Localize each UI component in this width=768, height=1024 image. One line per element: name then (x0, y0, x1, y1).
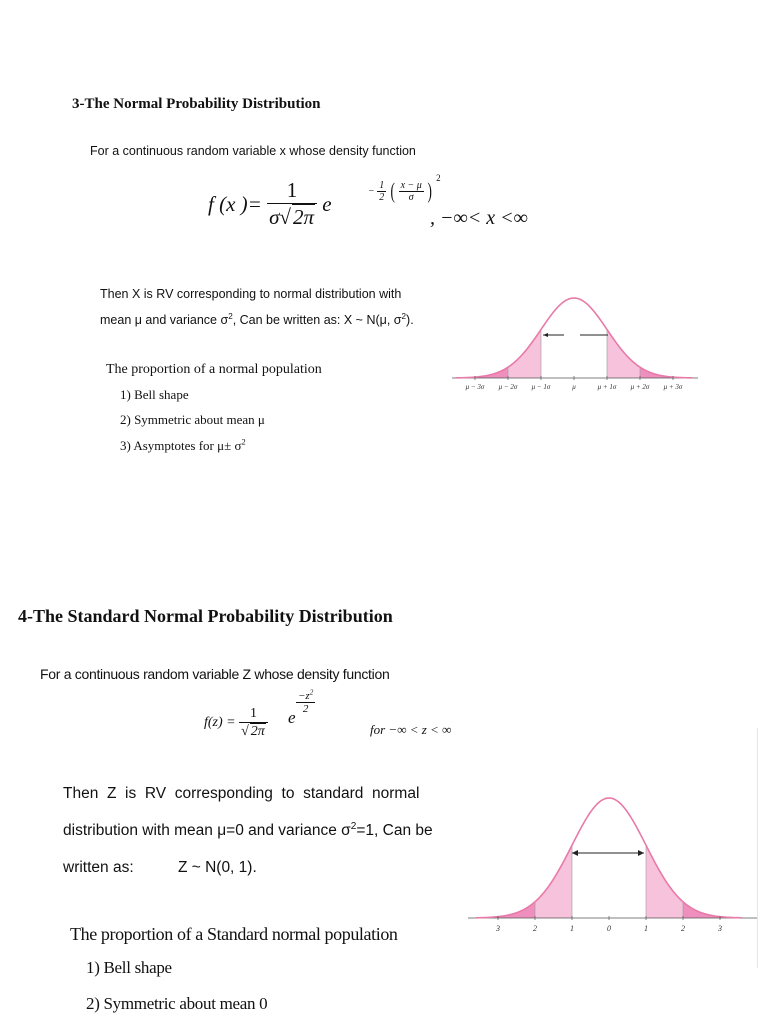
bell4-tick-label: 0 (607, 924, 611, 933)
right-edge-rule (757, 728, 758, 968)
then3-line2-c: ). (406, 313, 414, 327)
bell3-fill-left-1 (541, 298, 574, 378)
section4-title: 4-The Standard Normal Probability Distribution (18, 606, 393, 626)
section3-item-3 (120, 438, 246, 454)
formula3-exp-half-den: 2 (379, 191, 385, 203)
section3-intro: For a continuous random variable x whose density function (90, 144, 416, 158)
then4-line3-a: written as: (63, 859, 134, 876)
formula3-exp-sign: − (368, 185, 375, 197)
bell4-fill-right-1 (609, 798, 646, 918)
bell4-tick-label: 2 (533, 924, 537, 933)
section4-item-1: 1) Bell shape (86, 958, 172, 977)
bell3-tick-label: μ − 1σ (531, 383, 551, 391)
formula4-lhs: f(z) = (204, 715, 236, 730)
bell3-fill-right-1 (574, 298, 607, 378)
formula4-range: for −∞ < z < ∞ (370, 722, 452, 737)
formula4-exp-den: 2 (296, 702, 315, 715)
then4-line2-sup: 2 (350, 820, 357, 832)
bell4-tick-label: 3 (496, 924, 500, 933)
section4-then-line1: Then Z is RV corresponding to standard normal (63, 785, 420, 802)
formula4-exp-num-sup: 2 (309, 688, 314, 697)
then3-line2-b: , Can be written as: X ~ N(μ, σ (232, 313, 402, 327)
formula4-exp-fraction (296, 690, 315, 715)
section3-then-line1: Then X is RV corresponding to normal distribution with (100, 287, 402, 301)
formula3-numerator: 1 (286, 178, 298, 202)
formula3-exp-square: 2 (436, 173, 441, 184)
bell-curve-normal (450, 290, 700, 398)
section3-item-2: 2) Symmetric about mean μ (120, 412, 265, 427)
bell3-tick-label: μ − 3σ (465, 383, 485, 391)
section4-intro: For a continuous random variable Z whose density function (40, 666, 390, 682)
bell3-tick-label: μ − 2σ (498, 383, 518, 391)
item3-text: 3) Asymptotes for μ± σ (120, 438, 242, 453)
formula3-e: e (322, 191, 332, 216)
bell3-tick-label: μ (572, 383, 576, 391)
section4-proportion-heading: The proportion of a Standard normal population (70, 924, 398, 944)
bell4-ticks (495, 916, 722, 933)
bell3-tick-label: μ + 3σ (663, 383, 683, 391)
formula4-numerator: 1 (249, 706, 257, 721)
then3-line2-sup: 2 (228, 311, 233, 321)
formula4-fraction (239, 706, 268, 740)
formula3-sqrt: 2π (292, 205, 314, 229)
formula3-exp-inner (399, 180, 424, 203)
formula3-exp-half-num: 1 (379, 179, 385, 191)
bell4-fill-left-1 (572, 798, 609, 918)
bell4-tick-label: 3 (718, 924, 722, 933)
formula3-lhs: f (x )= (208, 191, 262, 216)
then3-line2-a: mean μ and variance σ (100, 313, 229, 327)
then3-line2-sup2: 2 (401, 311, 407, 321)
section3-then-line2 (100, 313, 414, 327)
section3-proportion-heading: The proportion of a normal population (106, 362, 322, 377)
section3-title: 3-The Normal Probability Distribution (72, 96, 321, 112)
bell-curve-standard (466, 790, 760, 940)
then4-line2-a: distribution with mean μ=0 and variance σ (63, 822, 351, 839)
formula3-paren-open: ( (390, 178, 395, 203)
formula3-fraction (267, 178, 317, 230)
formula3-paren-close: ) (427, 178, 433, 203)
section3-item-1: 1) Bell shape (120, 387, 189, 402)
formula4-sqrt: 2π (250, 724, 265, 739)
then4-line3-b: Z ~ N(0, 1). (177, 859, 257, 876)
section4-density-formula (204, 706, 268, 752)
formula3-sigma: σ (269, 205, 280, 229)
bell4-tick-label: 2 (681, 924, 685, 933)
formula3-exp-inner-den: σ (399, 191, 424, 203)
formula4-exp-num (296, 690, 315, 702)
item3-sup: 2 (241, 436, 246, 447)
bell3-tick-label: μ + 1σ (597, 383, 617, 391)
formula4-e: e (288, 708, 296, 727)
formula4-exponent (296, 690, 315, 715)
bell3-tick-label: μ + 2σ (630, 383, 650, 391)
bell4-tick-label: 1 (570, 924, 574, 933)
section3-density-formula (208, 178, 332, 258)
formula4-exp-num-text: −z (298, 690, 310, 702)
section4-then-line3 (63, 859, 257, 877)
formula4-denominator: √ 2π (239, 722, 268, 740)
formula3-exp-half (377, 180, 386, 203)
then4-line2-b: =1, Can be (356, 822, 433, 839)
bell4-tick-label: 1 (644, 924, 648, 933)
formula3-denominator: σ√2π (267, 203, 317, 230)
formula3-range: , −∞< x <∞ (430, 207, 528, 229)
section4-item-2: 2) Symmetric about mean 0 (86, 994, 268, 1013)
formula3-exp-inner-num: x − μ (400, 179, 422, 191)
section4-then-line2 (63, 822, 433, 840)
